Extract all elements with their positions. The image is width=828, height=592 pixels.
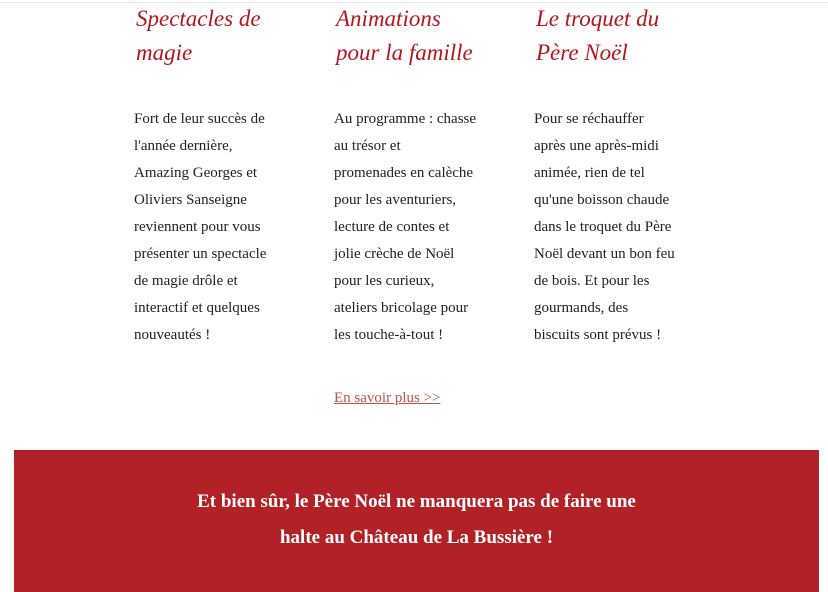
banner-text: Et bien sûr, le Père Noël ne manquera pas de faire une halte au Château de La Bussière ! (197, 491, 636, 548)
column-text: Au programme : chasse au trésor et promenades en calèche pour les aventuriers, lecture de contes et jolie crèche de Noël pour les curieux, ateliers bricolage pour les touche-à-tout ! (334, 111, 477, 343)
column-title: Animations pour la famille (336, 6, 473, 65)
column-text: Pour se réchauffer après une après-midi animée, rien de tel qu'une boisson chaude dans le troquet du Père Noël devant un bon feu de bois. Et pour les gourmands, des biscuits sont prévus ! (534, 111, 675, 343)
column-text: Fort de leur succès de l'année dernière, Amazing Georges et Oliviers Sanseigne reviennent pour vous présenter un spectacle de magie drôle et interactif et quelques nouveautés ! (134, 111, 267, 343)
column-title: Spectacles de magie (136, 6, 261, 65)
announcement-banner (14, 450, 819, 592)
read-more-link[interactable]: En savoir plus >> (334, 390, 441, 406)
column-title: Le troquet du Père Noël (536, 6, 660, 65)
